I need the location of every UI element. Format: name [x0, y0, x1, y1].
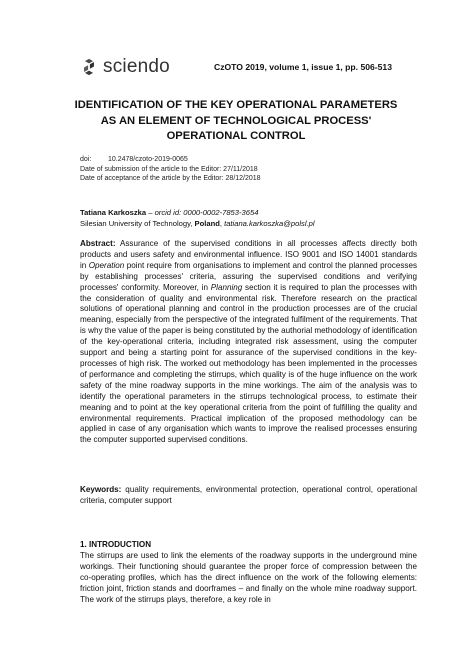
- title-line: IDENTIFICATION OF THE KEY OPERATIONAL PARAMETERS: [74, 99, 398, 111]
- affiliation-line: [80, 218, 315, 229]
- title-line: OPERATIONAL CONTROL: [166, 130, 306, 142]
- abstract-italic-term: Operation: [88, 260, 125, 270]
- abstract-label: Abstract:: [80, 239, 116, 248]
- doi-label: doi:: [80, 156, 92, 163]
- introduction: [80, 551, 417, 606]
- author-line: [80, 207, 315, 218]
- article-metadata: [80, 155, 261, 184]
- introduction-text: The stirrups are used to link the elements of the roadway supports in the underground mine workings. Their functioning should guarantee the proper force of compression between the co-operating profiles, which has the direct influence on the work of the following elements: friction joint, friction stands and doorframes – and finally on the whole mine roadway support. The work of the stirrups plays, therefore, a key role in: [80, 551, 417, 604]
- keywords: [80, 485, 417, 507]
- submission-date: Date of submission of the article to the Editor: 27/11/2018: [80, 165, 258, 173]
- abstract-italic-term: Planning: [210, 282, 243, 292]
- abstract-text: point require from organisations to implement and control the planned processes by establishing processes' criteria, assuring the supervised conditions and verifying processes' conformity. Moreover, in: [80, 260, 417, 292]
- keywords-text: quality requirements, environmental protection, operational control, operational criteria, computer support: [80, 485, 417, 505]
- affiliation-separator: ,: [219, 219, 225, 228]
- keywords-paragraph: [80, 485, 417, 507]
- abstract-paragraph: [80, 239, 417, 446]
- affiliation: Silesian University of Technology,: [80, 219, 195, 228]
- acceptance-date: Date of acceptance of the article by the Editor: 28/12/2018: [80, 175, 261, 182]
- logo-text: sciendo: [103, 56, 170, 77]
- abstract-text: Assurance of the supervised conditions in all processes affects directly both products and users safety and environmental influence. ISO 9001 and ISO 14001 standards in: [80, 239, 417, 270]
- author-email[interactable]: tatiana.karkoszka@polsl.pl: [224, 219, 315, 228]
- title-line: AS AN ELEMENT OF TECHNOLOGICAL PROCESS': [100, 114, 372, 127]
- keywords-label: Keywords:: [80, 485, 122, 494]
- author-name: Tatiana Karkoszka: [80, 208, 147, 217]
- sciendo-logo: [80, 56, 170, 78]
- article-title: [60, 98, 412, 145]
- author-block: [80, 207, 315, 229]
- doi-value[interactable]: 10.2478/czoto-2019-0065: [108, 156, 188, 163]
- author-orcid: – orcid id: 0000-0002-7853-3654: [146, 208, 259, 217]
- abstract: [80, 239, 417, 446]
- journal-reference: CzOTO 2019, volume 1, issue 1, pp. 506-513: [213, 62, 392, 72]
- section-heading: 1. INTRODUCTION: [80, 540, 152, 549]
- affiliation-country: Poland: [194, 219, 220, 228]
- doi-row: [80, 155, 261, 165]
- abstract-text: section it is required to plan the processes with the consideration of quality and environmental risk. Therefore research on the practical solutions of operational planning and control in the production processes are of the crucial meaning, especially from the perspective of the integrated fulfilment of the requirements. That is why the value of the paper is being constituted by the authorial methodology of identification of the key-operational criteria, including integrated risk assessment, using the computer support and being a starting point for assurance of the supervised conditions in the key-processes of high risk. The worked out methodology has been implemented in the processes of performance and completing the stirrups, which quality is of the huge influence on the work safety of the mine roadway supports in the mine workings. The aim of the analysis was to identify the operational parameters in the stirrups technological process, to estimate their meaning and to point at the key operational criteria from the point of fulfilling the quality and environmental requirements. Practical implication of the proposed methodology can be applied in case of any organisation which wants to improve the realised processes ensuring the computer supported supervised conditions.: [80, 282, 418, 445]
- sciendo-logo-icon: [80, 58, 98, 76]
